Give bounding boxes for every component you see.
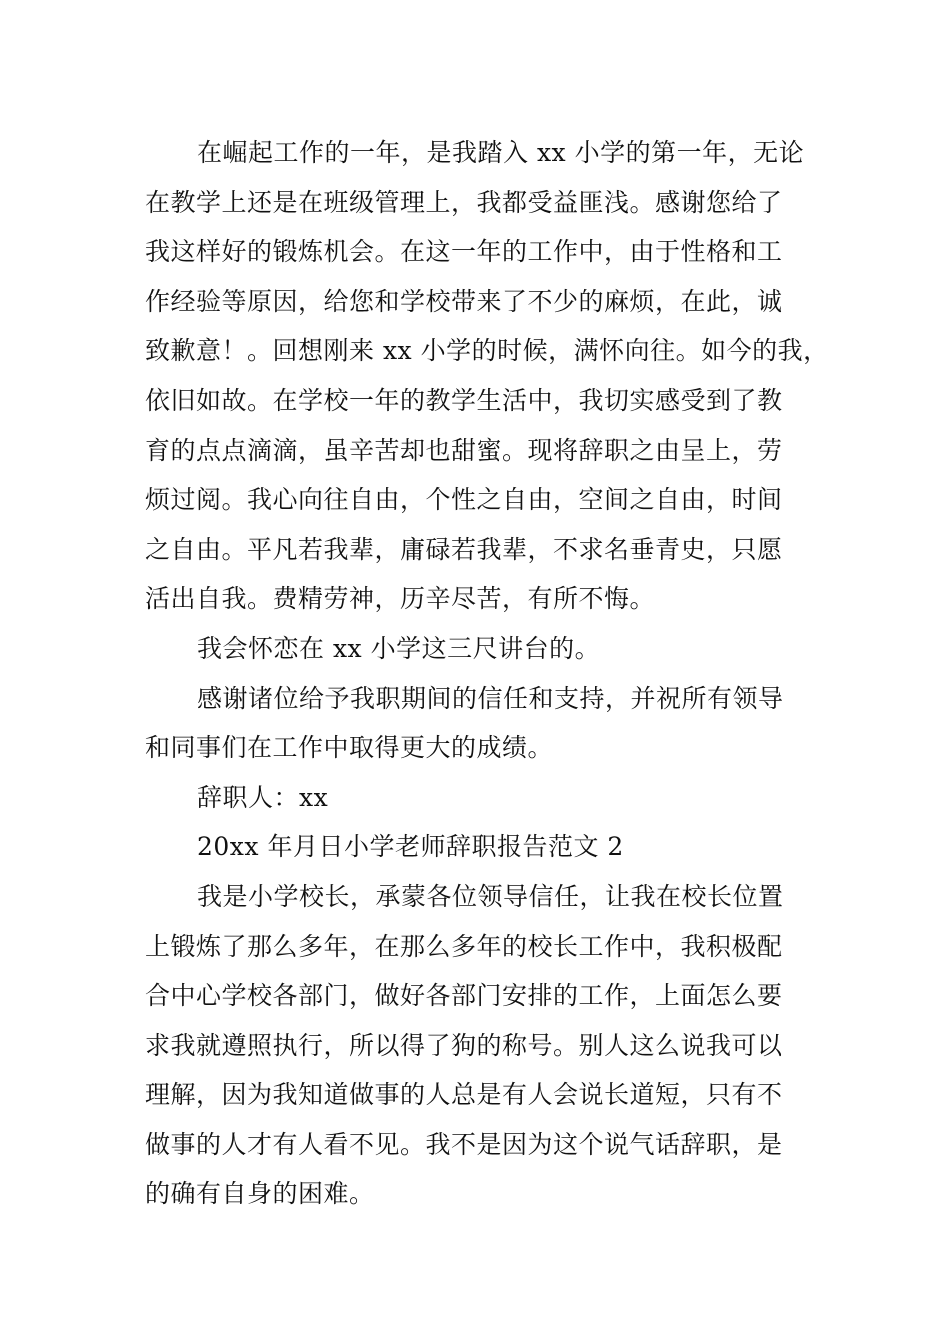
- paragraph-line: 做事的人才有人看不见。我不是因为这个说气话辞职，是: [145, 1129, 783, 1159]
- paragraph-line: 依旧如故。在学校一年的教学生活中，我切实感受到了教: [145, 385, 783, 415]
- section-heading: 20xx 年月日小学老师辞职报告范文 2: [197, 832, 624, 862]
- paragraph-line: 我是小学校长，承蒙各位领导信任，让我在校长位置: [197, 881, 784, 911]
- document-body: [145, 128, 829, 1219]
- paragraph-line: 我这样好的锻炼机会。在这一年的工作中，由于性格和工: [145, 237, 783, 267]
- paragraph-line: 理解，因为我知道做事的人总是有人会说长道短，只有不: [145, 1080, 783, 1110]
- paragraph-line: 我会怀恋在 xx 小学这三尺讲台的。: [197, 633, 601, 663]
- signature-line: 辞职人：xx: [197, 782, 329, 812]
- paragraph-line: 的确有自身的困难。: [145, 1179, 375, 1209]
- paragraph-line: 烦过阅。我心向往自由，个性之自由，空间之自由，时间: [145, 485, 783, 515]
- paragraph-line: 活出自我。费精劳神，历辛尽苦，有所不悔。: [145, 584, 656, 614]
- paragraph-line: 合中心学校各部门，做好各部门安排的工作，上面怎么要: [145, 981, 783, 1011]
- paragraph-line: 之自由。平凡若我辈，庸碌若我辈，不求名垂青史，只愿: [145, 534, 783, 564]
- paragraph-line: 作经验等原因，给您和学校带来了不少的麻烦，在此，诚: [145, 286, 783, 316]
- paragraph-line: 在崛起工作的一年，是我踏入 xx 小学的第一年，无论: [197, 138, 805, 167]
- paragraph-line: 和同事们在工作中取得更大的成绩。: [145, 733, 554, 763]
- paragraph-line: 上锻炼了那么多年，在那么多年的校长工作中，我积极配: [145, 931, 783, 961]
- paragraph-line: 求我就遵照执行，所以得了狗的称号。别人这么说我可以: [145, 1030, 783, 1060]
- paragraph-line: 感谢诸位给予我职期间的信任和支持，并祝所有领导: [197, 683, 784, 713]
- paragraph-line: 在教学上还是在班级管理上，我都受益匪浅。感谢您给了: [145, 187, 783, 217]
- paragraph-line: 育的点点滴滴，虽辛苦却也甜蜜。现将辞职之由呈上，劳: [145, 435, 783, 465]
- paragraph-line: 致歉意！。回想刚来 xx 小学的时候，满怀向往。如今的我，: [145, 336, 829, 366]
